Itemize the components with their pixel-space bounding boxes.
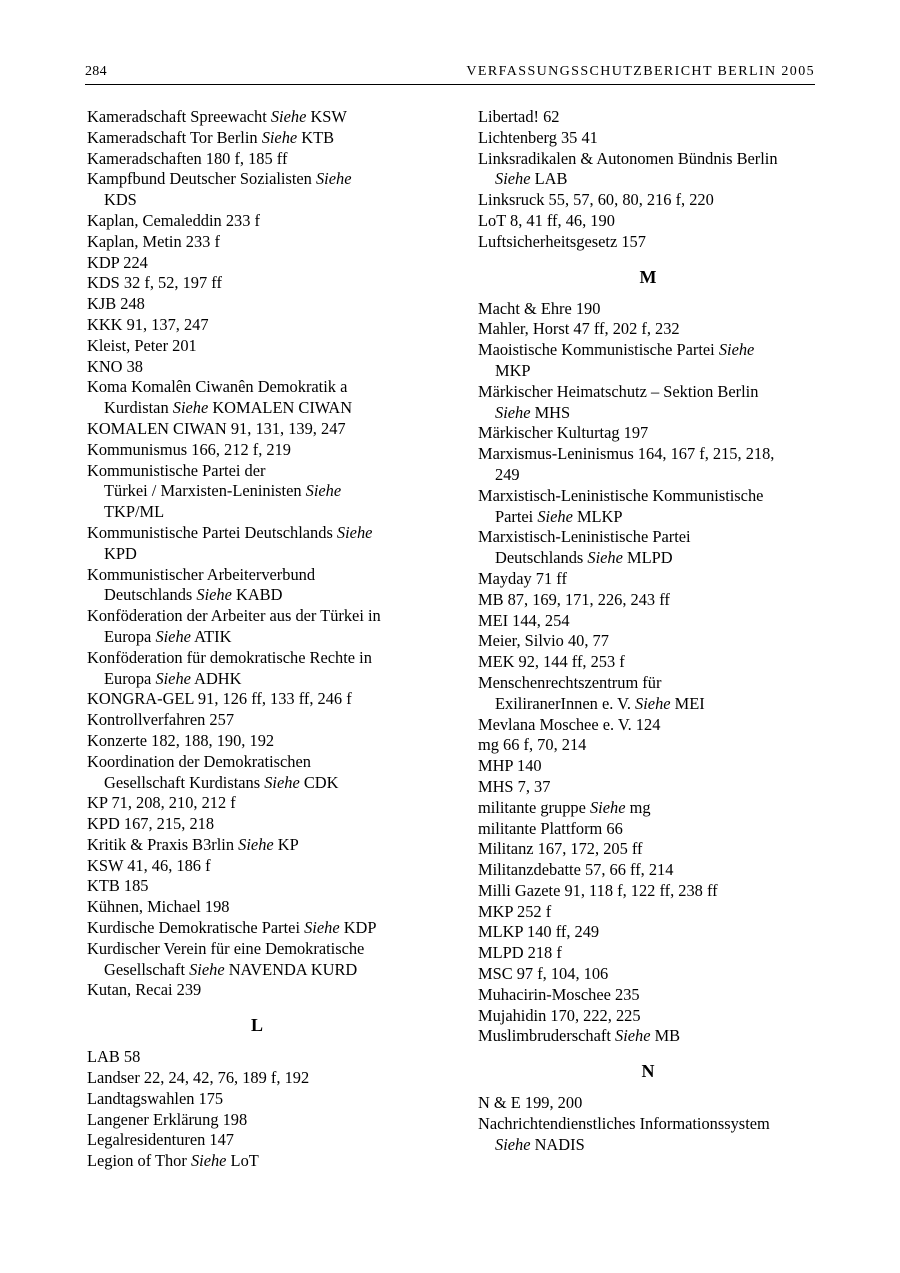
index-entry [87,336,427,357]
index-entry [87,1047,427,1068]
entry-text: Europa [104,668,156,688]
entry-text: LAB [530,169,568,189]
siehe-reference: Siehe [190,1151,227,1171]
entry-text: Langener Erklärung 198 [87,1109,248,1129]
siehe-reference: Siehe [495,169,531,189]
index-entry [87,377,427,419]
entry-text: CDK [299,772,339,792]
entry-text: Konföderation für demokratische Rechte in [87,647,372,667]
siehe-reference: Siehe [615,1026,651,1046]
siehe-reference: Siehe [264,772,300,792]
index-entry [478,190,818,211]
index-entry [87,357,427,378]
index-entry [87,1089,427,1110]
entry-text: militante gruppe [478,797,590,817]
index-entry [87,835,427,856]
entry-text: ADHK [190,668,242,688]
entry-text: Kaplan, Cemaleddin 233 f [87,210,260,230]
index-entry [87,731,427,752]
entry-text: KDS 32 f, 52, 197 ff [87,273,222,293]
entry-text: 249 [495,464,520,484]
section-letter-m: M [639,266,657,287]
index-entry [87,1068,427,1089]
index-entry [478,590,818,611]
index-column-left [87,107,427,1172]
entry-text: MSC 97 f, 104, 106 [478,964,609,984]
entry-text: KDP [339,918,377,938]
entry-text: Märkischer Kulturtag 197 [478,423,649,443]
entry-text: Linksradikalen & Autonomen Bündnis Berlin [478,148,778,168]
entry-text: Mahler, Horst 47 ff, 202 f, 232 [478,319,680,339]
entry-text: Militanz 167, 172, 205 ff [478,839,643,859]
entry-text: Kurdistan [104,398,173,418]
entry-text: Muhacirin-Moschee 235 [478,984,640,1004]
entry-text: Maoistische Kommunistische Partei [478,340,719,360]
entry-text: Deutschlands [495,548,588,568]
index-column-right [478,107,818,1156]
index-entry [478,652,818,673]
index-entry [478,1093,818,1114]
entry-text: KABD [231,585,283,605]
index-entry [478,673,818,715]
entry-text: Milli Gazete 91, 118 f, 122 ff, 238 ff [478,880,718,900]
entry-text: KTB 185 [87,876,149,896]
siehe-reference: Siehe [635,693,671,713]
index-entry [478,486,818,528]
entry-text: KOMALEN CIWAN 91, 131, 139, 247 [87,418,346,438]
index-entry [478,611,818,632]
index-entry [87,856,427,877]
entry-text: Kontrollverfahren 257 [87,710,235,730]
index-entry [87,419,427,440]
entry-text: MHS 7, 37 [478,776,551,796]
siehe-reference: Siehe [315,169,352,189]
index-entry [478,299,818,320]
entry-text: LoT [226,1151,259,1171]
siehe-reference: Siehe [305,481,342,501]
entry-text: Landser 22, 24, 42, 76, 189 f, 192 [87,1068,310,1088]
entry-text: Kommunismus 166, 212 f, 219 [87,439,291,459]
entry-text: MEI [670,693,705,713]
index-entry [87,1151,427,1172]
siehe-reference: Siehe [238,834,274,854]
index-entry [87,461,427,523]
entry-text: KNO 38 [87,356,143,376]
siehe-reference: Siehe [172,398,209,418]
entry-text: Kameradschaft Tor Berlin [87,127,262,147]
index-entry [478,527,818,569]
entry-text: MLPD [622,548,673,568]
index-entry [87,939,427,981]
entry-text: Kommunistische Partei Deutschlands [87,522,337,542]
index-entry [478,881,818,902]
siehe-reference: Siehe [155,626,191,646]
index-entry [478,756,818,777]
entry-text: NADIS [530,1134,585,1154]
entry-text: Kameradschaft Spreewacht [87,107,271,126]
entry-text: MHP 140 [478,756,542,776]
index-entry [87,710,427,731]
index-entry [478,777,818,798]
entry-text: Kommunistische Partei der [87,460,266,480]
siehe-reference: Siehe [495,402,531,422]
entry-text: Koma Komalên Ciwanên Demokratik a [87,377,348,397]
entry-text: Gesellschaft [104,959,190,979]
index-entry [87,980,427,1001]
entry-text: TKP/ML [104,502,165,522]
running-title: VERFASSUNGSSCHUTZBERICHT BERLIN 2005 [466,64,815,79]
entry-text: MB 87, 169, 171, 226, 243 ff [478,589,670,609]
index-entry [87,149,427,170]
entry-text: Konzerte 182, 188, 190, 192 [87,730,275,750]
entry-text: MLKP [572,506,623,526]
entry-text: Kurdischer Verein für eine Demokratische [87,938,365,958]
entry-text: ATIK [190,626,232,646]
entry-text: Kurdische Demokratische Partei [87,918,305,938]
entry-text: militante Plattform 66 [478,818,623,838]
entry-text: MKP 252 f [478,901,552,921]
entry-text: Libertad! 62 [478,107,560,126]
siehe-reference: Siehe [304,918,340,938]
entry-text: KKK 91, 137, 247 [87,314,209,334]
siehe-reference: Siehe [336,522,373,542]
entry-text: Marxismus-Leninismus 164, 167 f, 215, 218, [478,444,775,464]
index-entry [478,735,818,756]
entry-text: Macht & Ehre 190 [478,298,601,318]
entry-text: Türkei / Marxisten-Leninisten [104,481,306,501]
entry-text: KSW 41, 46, 186 f [87,855,211,875]
section-letter-l: L [250,1015,263,1036]
index-entry [87,440,427,461]
entry-text: Meier, Silvio 40, 77 [478,631,609,651]
index-entry [478,1026,818,1047]
entry-text: Muslimbruderschaft [478,1026,616,1046]
entry-text: Menschenrechtszentrum für [478,672,662,692]
index-entry [478,444,818,486]
index-entry [478,798,818,819]
section-letter-n: N [641,1061,655,1082]
index-entry [87,689,427,710]
entry-text: Kühnen, Michael 198 [87,897,230,917]
index-entry [87,273,427,294]
entry-text: N & E 199, 200 [478,1093,583,1113]
index-entry [478,902,818,923]
siehe-reference: Siehe [270,107,307,126]
siehe-reference: Siehe [589,797,626,817]
index-entry [478,423,818,444]
entry-text: MEK 92, 144 ff, 253 f [478,652,625,672]
index-entry [87,793,427,814]
index-entry [87,565,427,607]
siehe-reference: Siehe [587,548,623,568]
entry-text: mg 66 f, 70, 214 [478,735,587,755]
index-entry [87,294,427,315]
entry-text: Märkischer Heimatschutz – Sektion Berlin [478,381,759,401]
index-entry [87,211,427,232]
siehe-reference: Siehe [718,340,755,360]
entry-text: Kameradschaften 180 f, 185 ff [87,148,288,168]
entry-text: Marxistisch-Leninistische Kommunistische [478,485,764,505]
index-entry [478,149,818,191]
index-entry [87,648,427,690]
index-entry [478,839,818,860]
entry-text: Linksruck 55, 57, 60, 80, 216 f, 220 [478,190,714,210]
index-entry [87,814,427,835]
index-entry [478,128,818,149]
entry-text: Mujahidin 170, 222, 225 [478,1005,641,1025]
entry-text: LAB 58 [87,1047,141,1067]
entry-text: Luftsicherheitsgesetz 157 [478,231,646,251]
index-entry [478,964,818,985]
entry-text: Lichtenberg 35 41 [478,127,598,147]
entry-text: mg [625,797,651,817]
index-entry [478,569,818,590]
entry-text: Nachrichtendienstliches Informationssystem [478,1114,770,1134]
index-entry [87,918,427,939]
entry-text: Legion of Thor [87,1151,191,1171]
entry-text: KDP 224 [87,252,148,272]
siehe-reference: Siehe [196,585,232,605]
entry-text: KJB 248 [87,294,145,314]
entry-text: Europa [104,626,156,646]
entry-text: Marxistisch-Leninistische Partei [478,527,691,547]
entry-text: KDS [104,190,137,210]
entry-text: Kampfbund Deutscher Sozialisten [87,169,316,189]
entry-text: ExiliranerInnen e. V. [495,693,636,713]
entry-text: KSW [306,107,347,126]
entry-text: Konföderation der Arbeiter aus der Türkei in [87,606,381,626]
entry-text: KPD 167, 215, 218 [87,814,215,834]
entry-text: KPD [104,543,137,563]
header-rule [85,84,815,85]
index-entry [478,1114,818,1156]
page-number: 284 [85,64,107,79]
entry-text: MB [650,1026,681,1046]
entry-text: Kleist, Peter 201 [87,335,197,355]
index-entry [478,922,818,943]
entry-text: KONGRA-GEL 91, 126 ff, 133 ff, 246 f [87,689,352,709]
entry-text: Mayday 71 ff [478,568,567,588]
entry-text: KP [273,834,299,854]
entry-text: Partei [495,506,538,526]
siehe-reference: Siehe [189,959,225,979]
index-entry [478,107,818,128]
entry-text: Mevlana Moschee e. V. 124 [478,714,661,734]
entry-text: Kritik & Praxis B3rlin [87,834,239,854]
entry-text: KTB [297,127,335,147]
index-entry [478,232,818,253]
entry-text: Deutschlands [104,585,197,605]
index-entry [478,715,818,736]
index-entry [87,253,427,274]
entry-text: Koordination der Demokratischen [87,751,311,771]
index-entry [87,169,427,211]
siehe-reference: Siehe [495,1134,531,1154]
entry-text: LoT 8, 41 ff, 46, 190 [478,210,615,230]
entry-text: KP 71, 208, 210, 212 f [87,793,236,813]
index-entry [87,107,427,128]
index-entry [87,315,427,336]
index-entry [87,752,427,794]
entry-text: Landtagswahlen 175 [87,1088,224,1108]
entry-text: MKP [495,360,531,380]
entry-text: KOMALEN CIWAN [208,398,353,418]
index-entry [478,631,818,652]
index-entry [478,860,818,881]
index-entry [87,606,427,648]
entry-text: MLPD 218 f [478,943,562,963]
index-entry [87,523,427,565]
index-entry [87,876,427,897]
index-entry [478,985,818,1006]
siehe-reference: Siehe [537,506,573,526]
index-entry [478,382,818,424]
index-entry [87,897,427,918]
entry-text: Legalresidenturen 147 [87,1130,235,1150]
entry-text: Kommunistischer Arbeiterverbund [87,564,316,584]
index-entry [478,1006,818,1027]
entry-text: MHS [530,402,571,422]
entry-text: Kaplan, Metin 233 f [87,231,220,251]
index-entry [87,128,427,149]
entry-text: Kutan, Recai 239 [87,980,202,1000]
entry-text: MEI 144, 254 [478,610,570,630]
index-entry [87,1130,427,1151]
index-entry [478,211,818,232]
entry-text: MLKP 140 ff, 249 [478,922,600,942]
entry-text: Militanzdebatte 57, 66 ff, 214 [478,860,674,880]
siehe-reference: Siehe [155,668,191,688]
entry-text: NAVENDA KURD [224,959,358,979]
index-entry [87,232,427,253]
index-entry [478,340,818,382]
index-entry [478,943,818,964]
index-entry [478,319,818,340]
index-entry [87,1110,427,1131]
siehe-reference: Siehe [261,127,298,147]
index-entry [478,819,818,840]
entry-text: Gesellschaft Kurdistans [104,772,265,792]
